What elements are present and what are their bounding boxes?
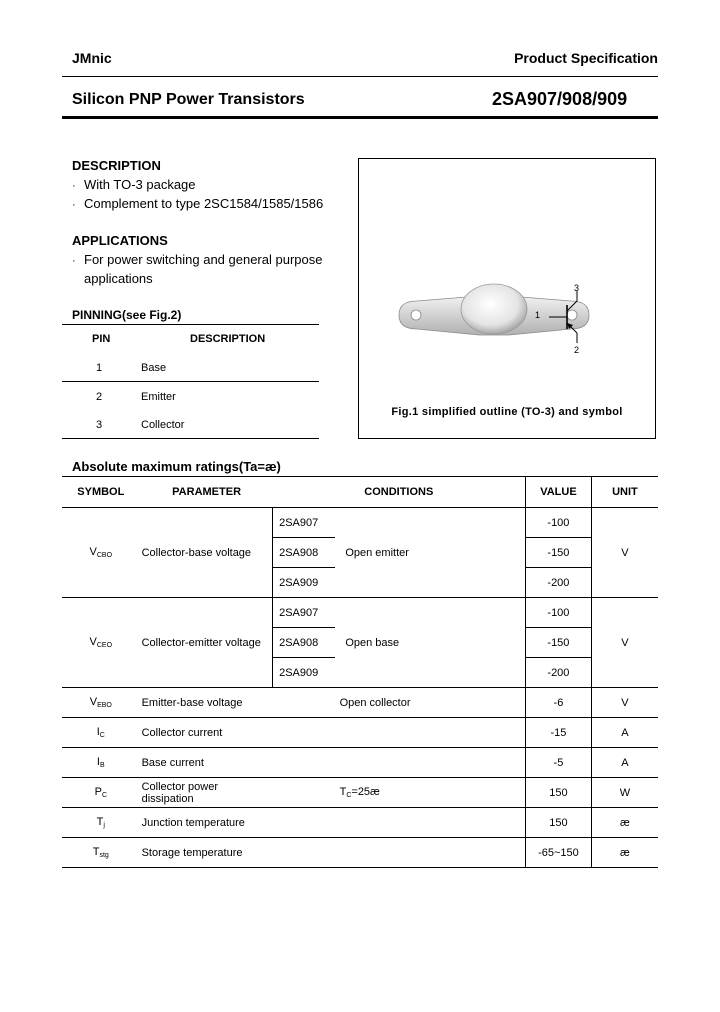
pin-desc: Base <box>141 362 167 374</box>
unit-cell: V <box>591 688 658 718</box>
symbol-label-collector: 3 <box>574 283 580 293</box>
desc-col-header: DESCRIPTION <box>190 333 266 345</box>
to3-package-image <box>359 159 657 359</box>
col-value: VALUE <box>526 477 592 508</box>
value-cell: -5 <box>526 748 592 778</box>
value-cell: -65~150 <box>526 838 592 868</box>
value-cell: 150 <box>526 778 592 808</box>
table-row <box>62 718 658 748</box>
symbol-cell: $I_C$ <box>62 718 140 748</box>
symbol-cell: $I_B$ <box>62 748 140 778</box>
symbol-cell: $T_{stg}$ <box>62 838 140 868</box>
value-cell: -200 <box>526 568 592 598</box>
pin-number: 3 <box>96 419 103 431</box>
bullet-icon: · <box>72 255 76 267</box>
description-item: · With TO-3 package <box>72 177 196 192</box>
parameter-cell: Emitter-base voltage <box>140 688 273 718</box>
figure-box <box>358 158 656 439</box>
page-title: Silicon PNP Power Transistors <box>72 91 305 108</box>
pin-desc: Emitter <box>141 391 176 403</box>
parameter-cell: Storage temperature <box>140 838 273 868</box>
pin-col-header: PIN <box>92 333 111 345</box>
condition-cell <box>273 748 526 778</box>
value-cell: -150 <box>526 628 592 658</box>
col-parameter: PARAMETER <box>140 477 273 508</box>
symbol-label-emitter: 2 <box>574 345 580 355</box>
value-cell: -100 <box>526 598 592 628</box>
part-cell: 2SA909 <box>273 658 336 688</box>
value-cell: -150 <box>526 538 592 568</box>
value-cell: -100 <box>526 508 592 538</box>
ratings-table <box>62 477 658 868</box>
brand-name: JMnic <box>72 50 112 66</box>
table-row <box>62 598 658 628</box>
title-rule <box>62 116 658 119</box>
parameter-cell: Collector current <box>140 718 273 748</box>
part-cell: 2SA908 <box>273 538 336 568</box>
condition-cell: $T_C=25æ$ <box>273 778 526 808</box>
symbol-cell: $V_{EBO}$ <box>62 688 140 718</box>
description-item: · Complement to type 2SC1584/1585/1586 <box>72 196 324 211</box>
symbol-cell: $T_j$ <box>62 808 140 838</box>
condition-cell <box>273 718 526 748</box>
table-row <box>62 778 658 808</box>
table-row <box>62 688 658 718</box>
parameter-cell: Collector-base voltage <box>140 508 273 598</box>
bullet-icon: · <box>72 199 76 211</box>
parameter-cell: Base current <box>140 748 273 778</box>
header-rule <box>62 76 658 77</box>
table-row <box>62 508 658 538</box>
unit-cell: V <box>591 508 658 598</box>
condition-cell: Open base <box>345 636 400 649</box>
condition-cell: Open collector <box>273 688 526 718</box>
part-cell: 2SA909 <box>273 568 336 598</box>
unit-cell: V <box>591 598 658 688</box>
table-row <box>62 808 658 838</box>
condition-cell: Open emitter <box>335 508 525 598</box>
value-cell: -200 <box>526 658 592 688</box>
ratings-header-row <box>62 477 658 508</box>
part-cell: 2SA907 <box>273 508 336 538</box>
table-row <box>62 838 658 868</box>
parameter-cell: Collector-emitter voltage <box>141 636 261 649</box>
part-cell: 2SA907 <box>273 598 336 628</box>
bullet-icon: · <box>72 180 76 192</box>
value-cell: -6 <box>526 688 592 718</box>
value-cell: -15 <box>526 718 592 748</box>
unit-cell: A <box>591 748 658 778</box>
pnp-symbol-icon <box>531 283 611 363</box>
unit-cell: A <box>591 718 658 748</box>
col-symbol: SYMBOL <box>62 477 140 508</box>
ratings-heading: Absolute maximum ratings(Ta=æ) <box>72 459 281 474</box>
value-cell: 150 <box>526 808 592 838</box>
doc-type: Product Specification <box>514 50 658 66</box>
symbol-cell: $P_C$ <box>62 778 140 808</box>
table-row <box>62 748 658 778</box>
figure-caption: Fig.1 simplified outline (TO-3) and symbol <box>391 406 623 418</box>
condition-cell <box>273 838 526 868</box>
applications-heading: APPLICATIONS <box>72 233 168 248</box>
applications-item: · For power switching and general purpose <box>72 252 323 267</box>
pin-number: 1 <box>96 362 103 374</box>
part-cell: 2SA908 <box>273 628 336 658</box>
parameter-cell: Collector power dissipation <box>140 778 273 808</box>
pin-desc: Collector <box>141 419 185 431</box>
symbol-cell: $V_{CEO}$ <box>89 636 113 649</box>
pin-number: 2 <box>96 391 103 403</box>
parameter-cell: Junction temperature <box>140 808 273 838</box>
unit-cell: æ <box>591 808 658 838</box>
part-numbers: 2SA907/908/909 <box>492 89 628 109</box>
pinning-heading: PINNING(see Fig.2) <box>72 308 182 322</box>
unit-cell: æ <box>591 838 658 868</box>
description-heading: DESCRIPTION <box>72 158 161 173</box>
applications-item-cont: applications <box>84 271 153 286</box>
unit-cell: W <box>591 778 658 808</box>
condition-cell <box>273 808 526 838</box>
symbol-label-base: 1 <box>535 310 541 320</box>
col-unit: UNIT <box>591 477 658 508</box>
col-conditions: CONDITIONS <box>273 477 526 508</box>
symbol-cell: $V_{CBO}$ <box>62 508 140 598</box>
